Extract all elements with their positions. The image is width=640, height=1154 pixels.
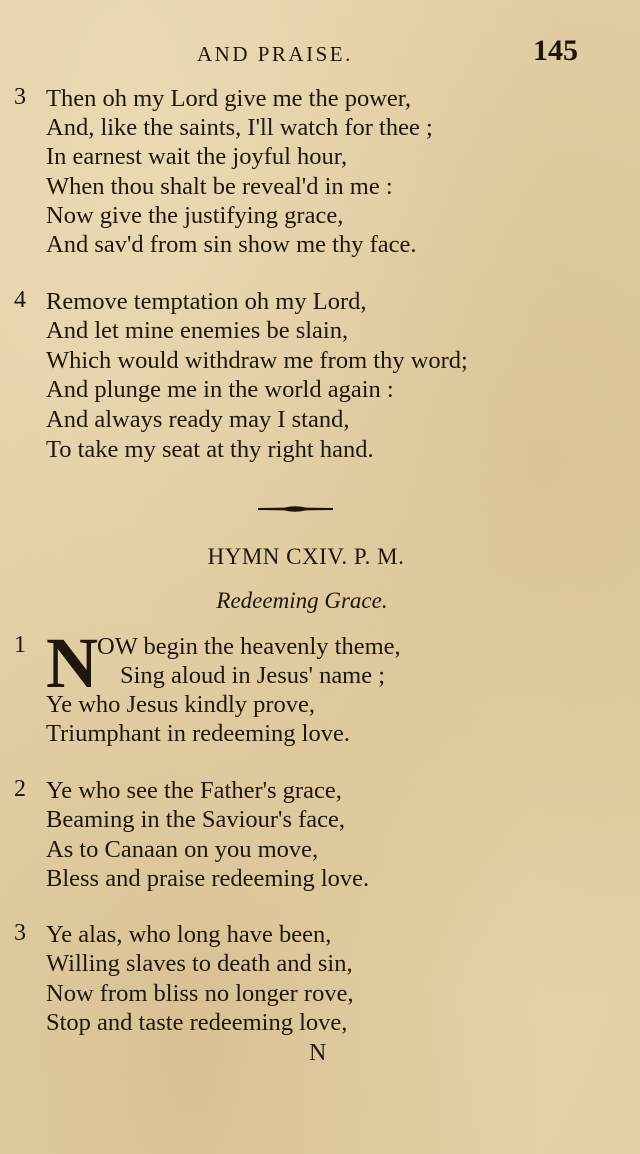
running-title: AND PRAISE. [197,42,353,66]
verse-line: Beaming in the Saviour's face, [46,806,346,833]
verse-line: Now from bliss no longer rove, [46,980,354,1007]
verse-line: Ye who see the Father's grace, [46,777,342,804]
stanza-number: 1 [14,632,26,658]
verse-line: When thou shalt be reveal'd in me : [46,173,393,200]
stanza-number: 3 [14,920,26,946]
signature-mark: N [309,1040,327,1066]
verse-line: As to Canaan on you move, [46,836,319,863]
verse-line: Stop and taste redeeming love, [46,1009,348,1036]
stanza-number: 4 [14,287,26,313]
verse-line: In earnest wait the joyful hour, [46,143,348,170]
verse-line: Triumphant in redeeming love. [46,720,350,747]
verse-line: Which would withdraw me from thy word; [46,347,468,374]
verse-line: Ye who Jesus kindly prove, [46,691,316,718]
stanza-number: 3 [14,84,26,110]
drop-cap: N [46,623,98,703]
verse-line: And sav'd from sin show me thy face. [46,231,417,258]
verse-line: To take my seat at thy right hand. [46,436,374,463]
verse-line: Bless and praise redeeming love. [46,865,370,892]
verse-line: Remove temptation oh my Lord, [46,288,367,315]
verse-line: Now give the justifying grace, [46,202,344,229]
verse-line: And let mine enemies be slain, [46,317,349,344]
verse-line: Willing slaves to death and sin, [46,950,353,977]
verse-line: Then oh my Lord give me the power, [46,85,412,112]
verse-line: And always ready may I stand, [46,406,350,433]
verse-line: And, like the saints, I'll watch for thee ; [46,114,433,141]
verse-line: Ye alas, who long have been, [46,921,332,948]
running-head [0,34,640,72]
hymn-subtitle: Redeeming Grace. [216,588,388,613]
stanza-number: 2 [14,776,26,802]
verse-line: OW begin the heavenly theme, [97,633,401,660]
page-number: 145 [533,34,578,67]
divider-ornament-icon [258,505,333,513]
verse-line: Sing aloud in Jesus' name ; [120,662,386,689]
hymn-title: HYMN CXIV. P. M. [207,544,405,569]
verse-line: And plunge me in the world again : [46,376,394,403]
